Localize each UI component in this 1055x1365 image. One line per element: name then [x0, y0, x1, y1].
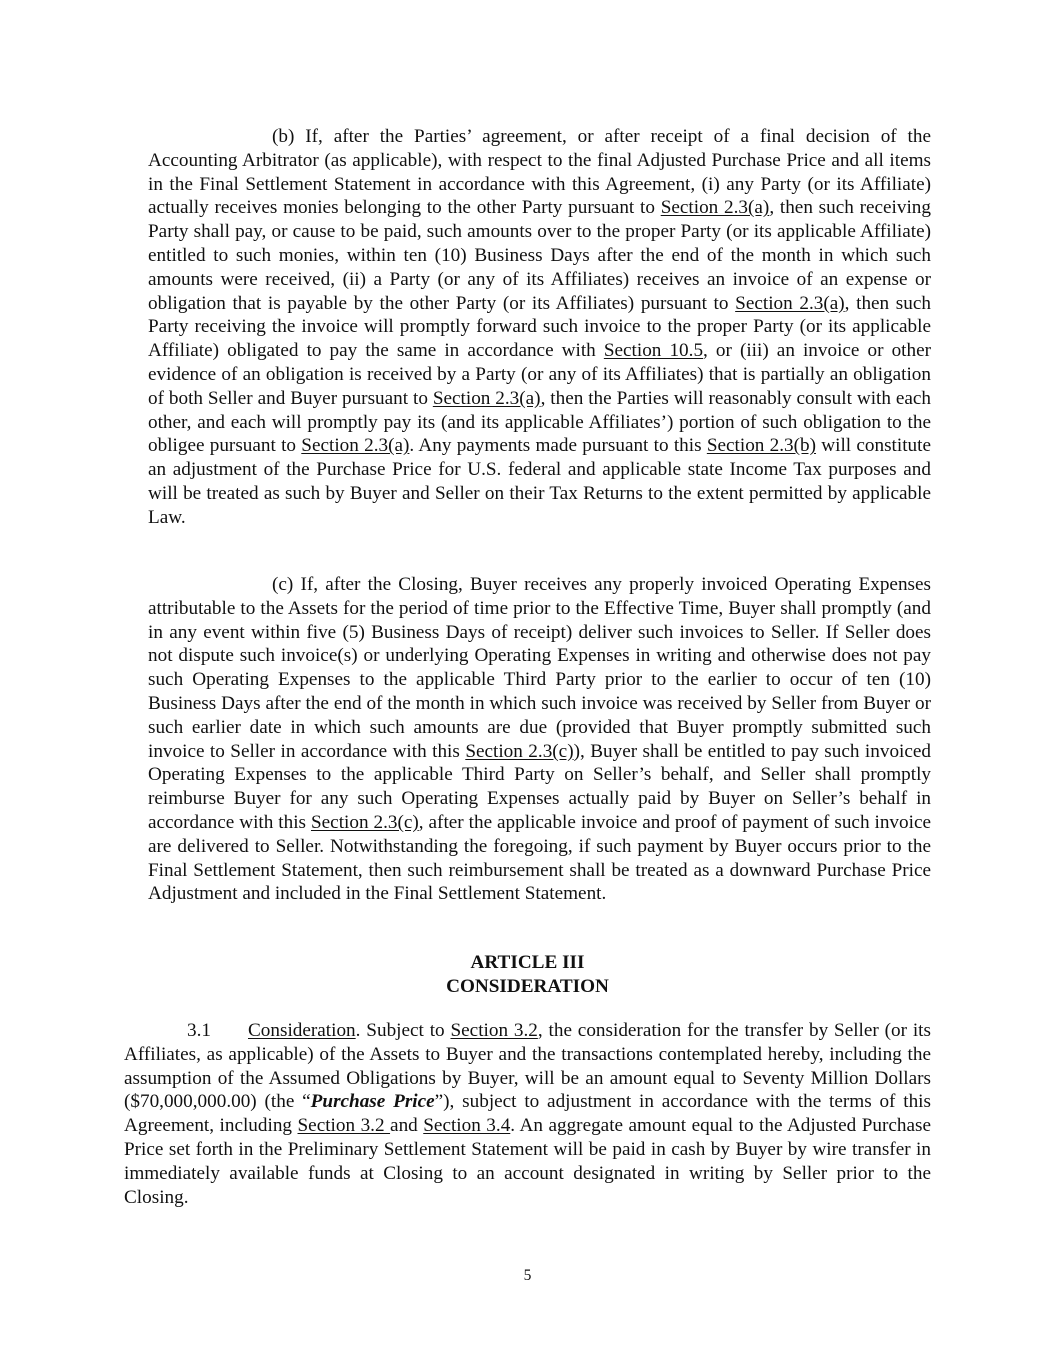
- section-reference: Section 2.3(a): [301, 435, 410, 457]
- section-reference: Section 2.3(a): [432, 387, 541, 409]
- paragraph-text: (b) If, after the Parties’ agreement, or after receipt of a final decision of the Accounting Arbitrator (as applicable), with respect to the final Adjusted Purchase Price and all items in the Final Settlement Statement in accordance with this Agreement, (i) any Party (or its Affiliate) actually receives monies belonging to the other Party pursuant to: [148, 126, 931, 219]
- paragraph-text: , after the applicable invoice and proof of payment of such invoice are delivered to Seller. Notwithstanding the foregoing, if such payment by Buyer occurs prior to the Final Settlement Statement, then such reimbursement shall be treated as a downward Purchase Price Adjustment and included in the Final Settlement Statement.: [148, 811, 931, 905]
- section-reference: Section 2.3(b): [706, 435, 817, 457]
- paragraph-text: . Any payments made pursuant to this: [409, 435, 707, 457]
- paragraph-text: will constitute an adjustment of the Purchase Price for U.S. federal and applicable state Income Tax purposes and will be treated as such by Buyer and Seller on their Tax Returns to the extent permitted by applicable Law.: [148, 435, 931, 528]
- section-number: 3.1: [187, 1020, 211, 1041]
- article-number: ARTICLE III: [470, 952, 585, 973]
- page-number: 5: [523, 1267, 532, 1284]
- section-reference: Section 10.5: [603, 340, 704, 362]
- paragraph-text: , then the Parties will reasonably consult with each other, and each will promptly pay its (and its applicable Affiliates’) portion of such obligation to the obligee pursuant to: [148, 387, 931, 457]
- paragraph-2-3-b: [148, 125, 931, 530]
- paragraph-text: ”), subject to adjustment in accordance with the terms of this Agreement, including: [124, 1091, 931, 1137]
- paragraph-text: ), Buyer shall be entitled to pay such invoiced Operating Expenses to the applicable Third Party on Seller’s behalf, and Seller shall promptly reimburse Buyer for any such Operating Expenses actually paid by Buyer on Seller’s behalf in accordance with this: [148, 740, 931, 833]
- article-title: CONSIDERATION: [446, 975, 609, 997]
- section-reference: Section 2.3(c): [465, 740, 574, 762]
- paragraph-text: , or (iii) an invoice or other evidence of an obligation is received by a Party (or any of its Affiliates) that is partially an obligation of both Seller and Buyer pursuant to: [148, 340, 931, 409]
- paragraph-2-3-c: [148, 573, 931, 906]
- section-reference: Section 2.3(a): [735, 292, 845, 314]
- paragraph-text: (c) If, after the Closing, Buyer receives any properly invoiced Operating Expenses attributable to the Assets for the period of time prior to the Effective Time, Buyer shall promptly (and in any event within five (5) Business Days of receipt) deliver such invoices to Seller. If Seller does not dispute such invoice(s) or underlying Operating Expenses in writing and otherwise does not pay such Operating Expenses to the applicable Third Party prior to the earlier to occur of ten (10) Business Days after the end of the month in which such invoice was received by Seller from Buyer or such earlier date in which such amounts are due (provided that Buyer promptly submitted such invoice to Seller in accordance with this: [148, 574, 931, 762]
- defined-term: Purchase Price: [310, 1091, 435, 1113]
- paragraph-text: , the consideration for the transfer by Seller (or its Affiliates, as applicable) of the Assets to Buyer and the transactions contemplated hereby, including the assumption of the Assumed Obligations by Buyer, will be an amount equal to Seventy Million Dollars ($70,000,000.00) (the “: [124, 1020, 931, 1113]
- section-reference: Section 3.2: [297, 1115, 391, 1137]
- section-reference: Section 2.3(c): [310, 811, 419, 833]
- paragraph-text: , then such receiving Party shall pay, or cause to be paid, such amounts over to the proper Party (or its applicable Affiliate) entitled to such monies, within ten (10) Business Days after the end of the month in which such amounts were received, (ii) a Party (or any of its Affiliates) receives an invoice of an expense or obligation that is payable by the other Party (or its Affiliates) pursuant to: [148, 197, 931, 314]
- section-heading: Consideration: [248, 1020, 356, 1041]
- section-reference: Section 2.3(a): [660, 197, 770, 219]
- section-reference: Section 3.4: [423, 1115, 511, 1137]
- section-3-1: [124, 1019, 931, 1209]
- section-reference: Section 3.2: [450, 1020, 538, 1041]
- article-heading: [124, 951, 931, 999]
- paragraph-text: . Subject to: [355, 1020, 451, 1041]
- paragraph-text: and: [390, 1115, 424, 1137]
- paragraph-text: . An aggregate amount equal to the Adjusted Purchase Price set forth in the Preliminary Settlement Statement will be paid in cash by Buyer by wire transfer in immediately available funds at Closing to an account designated in writing by Seller prior to the Closing.: [124, 1115, 931, 1208]
- paragraph-text: , then such Party receiving the invoice will promptly forward such invoice to the proper Party (or its applicable Affiliate) obligated to pay the same in accordance with: [148, 292, 931, 362]
